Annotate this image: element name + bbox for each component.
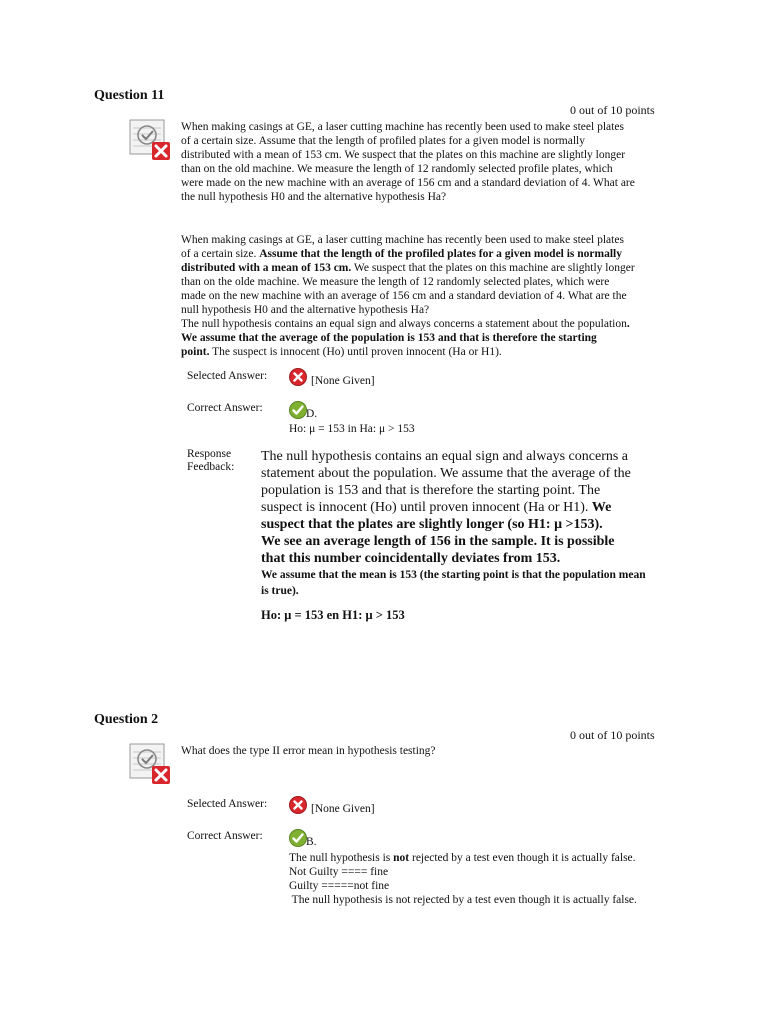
correct-answer-label: Correct Answer: — [187, 830, 263, 842]
correct-mark-icon — [289, 401, 307, 419]
feedback-label-line: Response — [187, 448, 232, 460]
feedback-line: suspect that the plates are slightly longer (so H1: μ >153). — [261, 517, 603, 532]
detail-text: The suspect is innocent (Ho) until proven innocent (Ha or H1). — [209, 346, 502, 358]
correct-answer-label: Correct Answer: — [187, 402, 263, 414]
selected-answer-label: Selected Answer: — [187, 798, 268, 810]
feedback-line: statement about the population. We assume that the average of the — [261, 466, 631, 481]
detail-bold-text: distributed with a mean of 153 cm. — [181, 262, 352, 274]
question-11-points: 0 out of 10 points — [570, 103, 655, 117]
feedback-line: population is 153 and that is therefore the starting point. The — [261, 483, 601, 498]
detail-line — [181, 317, 701, 331]
incorrect-mark-icon — [289, 796, 307, 814]
question-line: were made on the new machine with an average of 156 cm and a standard deviation of 4. What are — [181, 177, 635, 189]
answer-line: The null hypothesis is not rejected by a test even though it is actually false. — [289, 894, 637, 906]
detail-text: of a certain size. — [181, 248, 260, 260]
correct-answer-value: Ho: μ = 153 in Ha: μ > 153 — [289, 423, 415, 435]
response-feedback-text — [261, 448, 691, 623]
detail-bold-text: Assume that the length of the profiled plates for a given model is normally — [259, 248, 623, 260]
feedback-line: We see an average length of 156 in the sample. It is possible — [261, 534, 615, 549]
detail-line: When making casings at GE, a laser cutting machine has recently been used to make steel plates — [181, 234, 624, 246]
question-11-text — [181, 120, 701, 204]
question-line: of a certain size. Assume that the length of profiled plates for a given model is normally — [181, 135, 585, 147]
selected-answer-value: [None Given] — [311, 375, 375, 387]
selected-answer-value: [None Given] — [311, 803, 375, 815]
question-2-points: 0 out of 10 points — [570, 728, 655, 742]
question-11-detail — [181, 233, 701, 359]
correct-mark-icon — [289, 829, 307, 847]
detail-text: The null hypothesis contains an equal sign and always concerns a statement about the population — [181, 318, 627, 330]
answer-line: Guilty =====not fine — [289, 880, 390, 892]
feedback-text: suspect is innocent (Ho) until proven innocent (Ha or H1). — [261, 500, 592, 515]
answer-text: rejected by a test even though it is actually false. — [409, 852, 636, 864]
correct-answer-text — [289, 851, 699, 907]
question-2-text: What does the type II error mean in hypothesis testing? — [181, 745, 436, 757]
question-line: distributed with a mean of 153 cm. We suspect that the plates on this machine are slightly longer — [181, 149, 626, 161]
detail-line — [181, 261, 701, 275]
feedback-label-line: Feedback: — [187, 461, 235, 473]
detail-line: null hypothesis H0 and the alternative hypothesis Ha? — [181, 304, 430, 316]
question-2-title: Question 2 — [94, 712, 159, 727]
detail-bold-text: . — [626, 318, 630, 330]
response-feedback-label — [187, 448, 234, 474]
selected-answer-label: Selected Answer: — [187, 370, 268, 382]
feedback-line — [261, 499, 691, 516]
question-line: than on the old machine. We measure the length of 12 randomly selected profile plates, which — [181, 163, 613, 175]
detail-line — [181, 247, 701, 261]
incorrect-mark-icon — [289, 368, 307, 386]
detail-line — [181, 345, 701, 359]
answer-bold-text: not — [393, 852, 410, 864]
detail-line: than on the olde machine. We measure the length of 12 randomly selected plates, which were — [181, 276, 610, 288]
correct-answer-letter: B. — [306, 836, 317, 848]
feedback-line: is true). — [261, 585, 299, 597]
feedback-line: The null hypothesis contains an equal sign and always concerns a — [261, 449, 629, 464]
question-11-title: Question 11 — [94, 88, 165, 103]
feedback-line: We assume that the mean is 153 (the starting point is that the population mean — [261, 569, 646, 581]
detail-line: We assume that the average of the population is 153 and that is therefore the starting — [181, 332, 597, 344]
answer-line — [289, 851, 699, 865]
feedback-bold-text: We — [591, 500, 612, 515]
question-line: the null hypothesis H0 and the alternative hypothesis Ha? — [181, 191, 447, 203]
answer-line: Not Guilty ==== fine — [289, 866, 389, 878]
detail-bold-text: point. — [181, 346, 210, 358]
detail-line: made on the new machine with an average of 156 cm and a standard deviation of 4. What are the — [181, 290, 627, 302]
correct-answer-letter: D. — [306, 408, 318, 420]
answer-text: The null hypothesis is — [289, 852, 394, 864]
feedback-line: that this number coincidentally deviates from 153. — [261, 551, 561, 566]
feedback-line: Ho: μ = 153 en H1: μ > 153 — [261, 608, 405, 622]
detail-text: We suspect that the plates on this machine are slightly longer — [351, 262, 635, 274]
question-line: When making casings at GE, a laser cutting machine has recently been used to make steel plates — [181, 121, 624, 133]
question-incorrect-icon — [128, 740, 176, 788]
question-incorrect-icon — [128, 116, 176, 164]
